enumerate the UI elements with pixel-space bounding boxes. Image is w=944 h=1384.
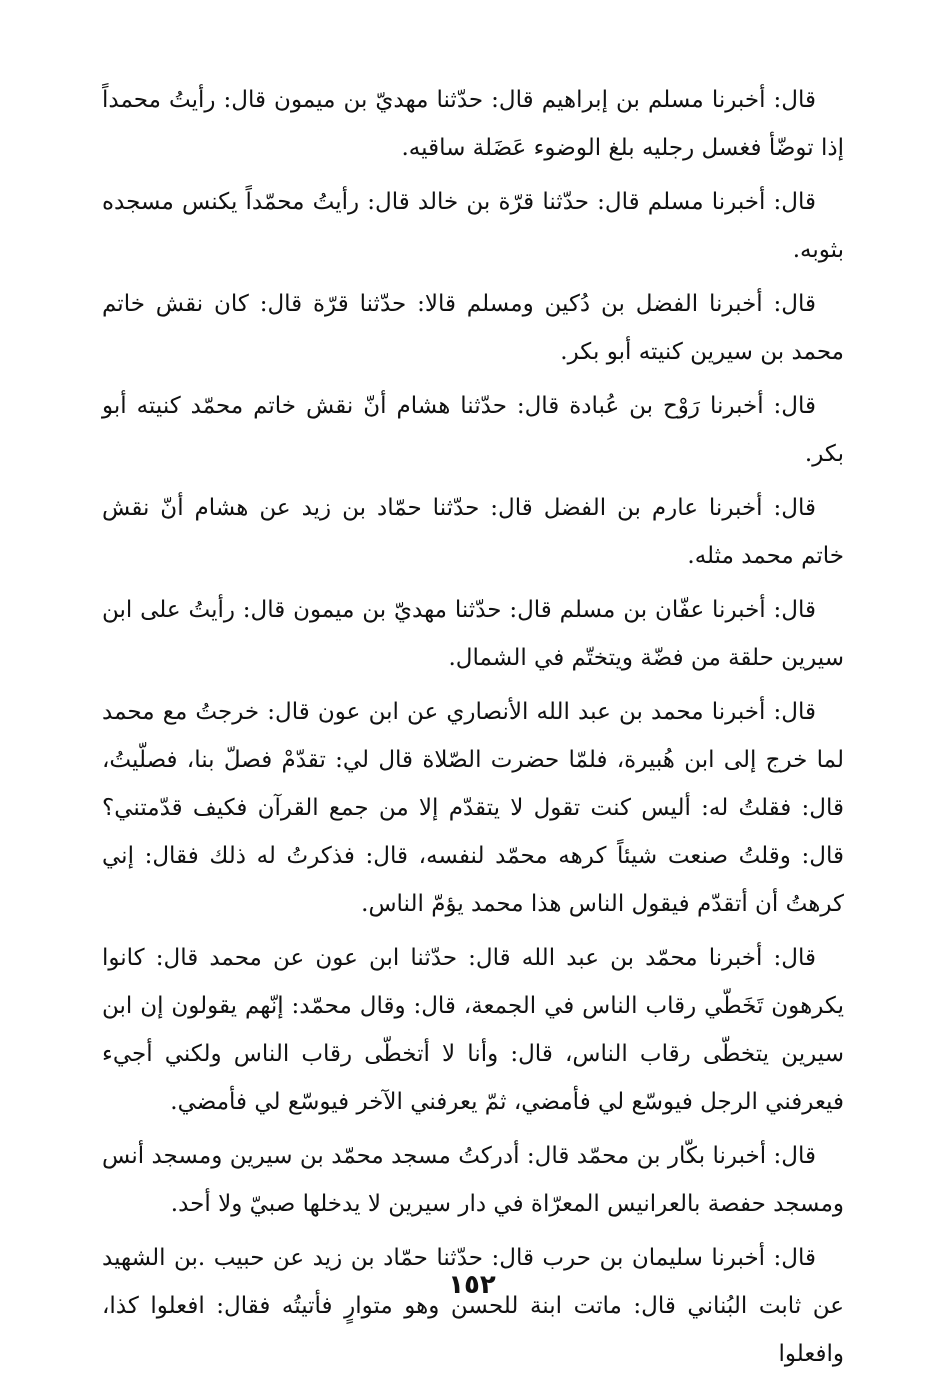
paragraph: قال: أخبرنا محمّد بن عبد الله قال: حدّثنا ابن عون عن محمد قال: كانوا يكرهون تَخَطّي رقاب الناس في الجمعة، قال: وقال محمّد: إنّهم يقولون إن ابن سيرين يتخطّى رقاب الناس، قال: وأنا لا أتخطّى رقاب الناس ولكني أجيء فيعرفني الرجل فيوسّع لي فأمضي، ثمّ يعرفني الآخر فيوسّع لي فأمضي. (102, 945, 844, 1115)
paragraph: قال: أخبرنا عارم بن الفضل قال: حدّثنا حمّاد بن زيد عن هشام أنّ نقش خاتم محمد مثله. (102, 495, 844, 569)
paragraph: قال: أخبرنا مسلم بن إبراهيم قال: حدّثنا مهديّ بن ميمون قال: رأيتُ محمداً إذا توضّأ فغسل رجليه بلغ الوضوء عَضَلة ساقيه. (102, 87, 844, 161)
paragraph: قال: أخبرنا محمد بن عبد الله الأنصاري عن ابن عون قال: خرجتُ مع محمد لما خرج إلى ابن هُبيرة، فلمّا حضرت الصّلاة قال لي: تقدّمْ فصلّ بنا، فصلّيتُ، قال: فقلتُ له: أليس كنت تقول لا يتقدّم إلا من جمع القرآن فكيف قدّمتني؟ قال: وقلتُ صنعت شيئاً كرهه محمّد لنفسه، قال: فذكرتُ له ذلك فقال: إني كرهتُ أن أتقدّم فيقول الناس هذا محمد يؤمّ الناس. (102, 699, 844, 917)
paragraph: قال: أخبرنا بكّار بن محمّد قال: أدركتُ مسجد محمّد بن سيرين ومسجد أنس ومسجد حفصة بالعرانيس المعرّاة في دار سيرين لا يدخلها صبيّ ولا أحد. (102, 1143, 844, 1217)
paragraph: قال: أخبرنا عفّان بن مسلم قال: حدّثنا مهديّ بن ميمون قال: رأيتُ على ابن سيرين حلقة من فضّة ويتختّم في الشمال. (102, 597, 844, 671)
paragraph: قال: أخبرنا سليمان بن حرب قال: حدّثنا حمّاد بن زيد عن حبيب .بن الشهيد عن ثابت البُناني قال: ماتت ابنة للحسن وهو متوارٍ فأتيتُه فقال: افعلوا كذا، وافعلوا (102, 1245, 844, 1367)
paragraph: قال: أخبرنا مسلم قال: حدّثنا قرّة بن خالد قال: رأيتُ محمّداً يكنس مسجده بثوبه. (102, 189, 844, 263)
page-number: ١٥٢ (448, 1270, 496, 1300)
paragraph: قال: أخبرنا الفضل بن دُكين ومسلم قالا: حدّثنا قرّة قال: كان نقش خاتم محمد بن سيرين كنيته أبو بكر. (102, 291, 844, 365)
page-body (102, 76, 844, 1384)
paragraph: قال: أخبرنا رَوْح بن عُبادة قال: حدّثنا هشام أنّ نقش خاتم محمّد كنيته أبو بكر. (102, 393, 844, 467)
